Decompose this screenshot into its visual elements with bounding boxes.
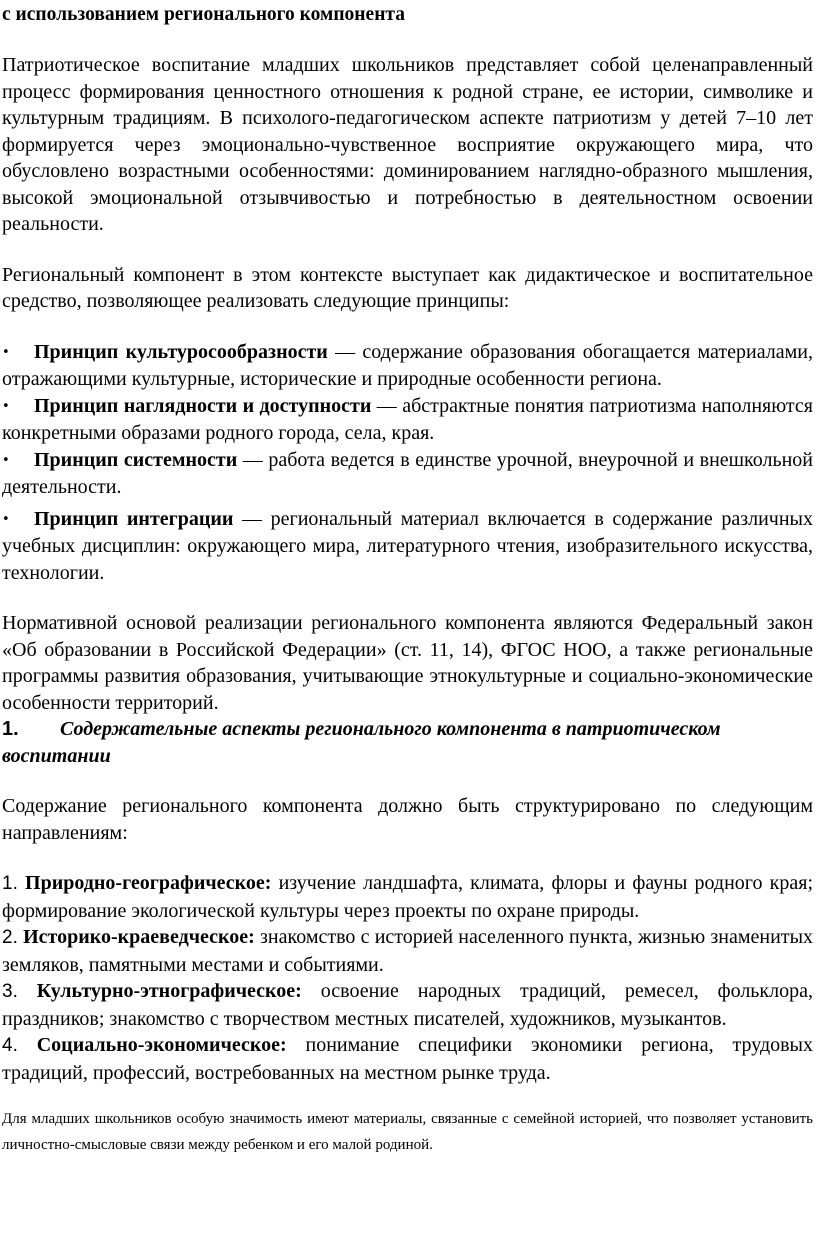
direction-number: 4.: [2, 1035, 18, 1056]
direction-number: 3.: [2, 981, 18, 1002]
principle-title: Принцип культуросообразности: [34, 340, 328, 363]
direction-title: Историко-краеведческое:: [23, 926, 255, 948]
spacer: [2, 238, 813, 262]
intro-paragraph: Патриотическое воспитание младших школьников представляет собой целенаправленный процесс формирования ценностного отношения к родной стране, ее истории, символике и культурным традициям. В психолого-педагогическом аспекте патриотизм у детей 7–10 лет формируется через эмоционально-чувственное восприятие окружающего мира, что обусловлено возрастными особенностями: доминированием наглядно-образного мышления, высокой эмоциональной отзывчивостью и потребностью в деятельностном освоении реальности.: [2, 54, 813, 235]
principle-item: [2, 447, 813, 501]
principle-title: Принцип интеграции: [34, 507, 234, 530]
principle-text: — содержание образования обогащается материалами, отражающими культурные, исторические и природные особенности региона.: [2, 340, 813, 390]
direction-item: [2, 870, 813, 924]
direction-text: освоение народных традиций, ремесел, фольклора, праздников; знакомство с творчеством местных писателей, художников, музыкантов.: [2, 980, 814, 1030]
regional-intro-paragraph: Региональный компонент в этом контексте выступает как дидактическое и воспитательное средство, позволяющее реализовать следующие принципы:: [2, 263, 813, 312]
direction-text: изучение ландшафта, климата, флоры и фауны родного края; формирование экологической культуры через проекты по охране природы.: [2, 872, 814, 922]
direction-item: [2, 978, 813, 1032]
principle-title: Принцип наглядности и доступности: [34, 394, 372, 417]
direction-item: [2, 1032, 813, 1086]
principle-text: — абстрактные понятия патриотизма наполняются конкретными образами родного города, села, края.: [2, 394, 813, 444]
spacer: [2, 1086, 813, 1106]
page-title: с использованием регионального компонента: [2, 4, 405, 25]
spacer: [2, 586, 813, 610]
principles-list: [2, 339, 813, 587]
direction-title: Культурно-этнографическое:: [36, 980, 302, 1002]
section-title: Содержательные аспекты регионального компонента в патриотическом воспитании: [2, 718, 721, 767]
principle-text: — работа ведется в единстве урочной, внеурочной и внешкольной деятельности.: [2, 448, 813, 498]
direction-number: 2.: [2, 927, 18, 948]
principle-title: Принцип системности: [34, 448, 238, 471]
footer-note: Для младших школьников особую значимость имеют материалы, связанные с семейной историей, что позволяет установить личностно-смысловые связи между ребенком и его малой родиной.: [2, 1111, 813, 1153]
bullet-icon: •: [2, 452, 10, 468]
directions-list: [2, 870, 813, 1086]
direction-number: 1.: [2, 873, 18, 894]
principle-text: — региональный материал включается в содержание различных учебных дисциплин: окружающего мира, литературного чтения, изобразительного искусства, технологии.: [2, 507, 813, 584]
spacer: [2, 315, 813, 339]
spacer: [2, 28, 813, 52]
spacer: [2, 846, 813, 870]
direction-text: знакомство с историей населенного пункта, жизнью знаменитых земляков, памятными местами и событиями.: [2, 926, 814, 976]
spacer: [2, 769, 813, 793]
direction-text: понимание специфики экономики региона, трудовых традиций, профессий, востребованных на местном рынке труда.: [2, 1034, 813, 1084]
content-intro-paragraph: Содержание регионального компонента должно быть структурировано по следующим направлениям:: [2, 795, 813, 844]
normative-paragraph: Нормативной основой реализации регионального компонента являются Федеральный закон «Об образовании в Российской Федерации» (ст. 11, 14), ФГОС НОО, а также региональные программы развития образования, учитывающие этнокультурные и социально-экономические особенности территорий.: [2, 612, 813, 714]
principle-item: [2, 506, 813, 587]
bullet-icon: •: [2, 344, 10, 360]
bullet-icon: •: [2, 511, 10, 527]
bullet-icon: •: [2, 398, 10, 414]
direction-item: [2, 924, 813, 978]
principle-item: [2, 339, 813, 393]
direction-title: Социально-экономическое:: [36, 1034, 287, 1056]
section-heading: [2, 716, 813, 769]
direction-title: Природно-географическое:: [25, 872, 272, 894]
section-number: 1.: [2, 718, 19, 740]
principle-item: [2, 393, 813, 447]
